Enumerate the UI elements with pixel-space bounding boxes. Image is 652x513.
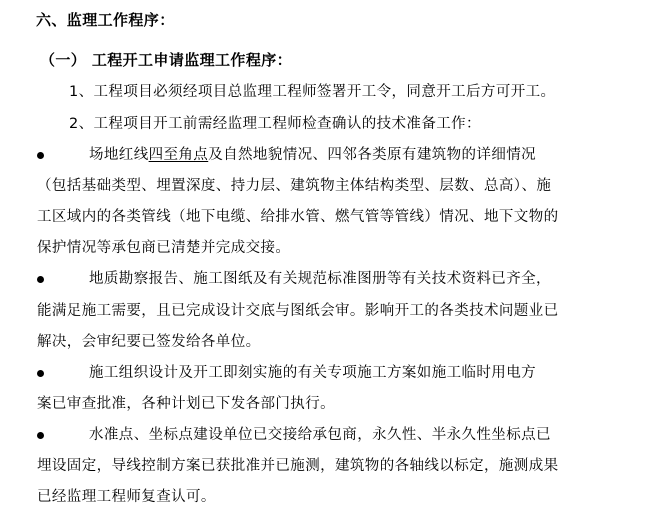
bullet-1-underlined-text: 四至角点 bbox=[148, 147, 209, 163]
section-title: 六、监理工作程序： bbox=[36, 11, 175, 29]
numbered-item-2: 2、工程项目开工前需经监理工程师检查确认的技术准备工作： bbox=[69, 116, 481, 132]
bullet-1-line-1-part-c: 及自然地貌情况、四邻各类原有建筑物的详细情况 bbox=[208, 147, 537, 163]
bullet-icon bbox=[37, 370, 44, 377]
numbered-item-1: 1、工程项目必须经项目总监理工程师签署开工令，同意开工后方可开工。 bbox=[69, 84, 556, 100]
bullet-icon bbox=[37, 152, 44, 159]
bullet-2-line-3: 解决，会审纪要已签发给各单位。 bbox=[37, 334, 261, 350]
bullet-1-line-3: 工区域内的各类管线（地下电缆、给排水管、燃气管等管线）情况、地下文物的 bbox=[37, 209, 559, 225]
bullet-4-line-2: 埋设固定，导线控制方案已获批准并已施测，建筑物的各轴线以标定，施测成果 bbox=[37, 458, 559, 474]
bullet-1-line-1 bbox=[89, 146, 536, 164]
bullet-1-line-2: （包括基础类型、埋置深度、持力层、建筑物主体结构类型、层数、总高）、施 bbox=[37, 178, 552, 194]
bullet-2-line-1: 地质勘察报告、施工图纸及有关规范标准图册等有关技术资料已齐全， bbox=[89, 271, 551, 287]
bullet-1-line-1-part-a: 场地红线 bbox=[89, 147, 149, 163]
bullet-4-line-1: 水准点、坐标点建设单位已交接给承包商，永久性、半永久性坐标点已 bbox=[89, 427, 551, 443]
bullet-icon bbox=[37, 276, 44, 283]
bullet-3-line-1: 施工组织设计及开工即刻实施的有关专项施工方案如施工临时用电方 bbox=[89, 365, 536, 381]
bullet-3-line-2: 案已审查批准，各种计划已下发各部门执行。 bbox=[37, 396, 335, 412]
subsection-title: （一） 工程开工申请监理工作程序： bbox=[40, 51, 293, 69]
bullet-1-line-4: 保护情况等承包商已清楚并完成交接。 bbox=[37, 240, 291, 256]
bullet-2-line-2: 能满足施工需要，且已完成设计交底与图纸会审。影响开工的各类技术问题业已 bbox=[37, 303, 559, 319]
bullet-4-line-3: 已经监理工程师复查认可。 bbox=[37, 489, 216, 505]
bullet-icon bbox=[37, 432, 44, 439]
